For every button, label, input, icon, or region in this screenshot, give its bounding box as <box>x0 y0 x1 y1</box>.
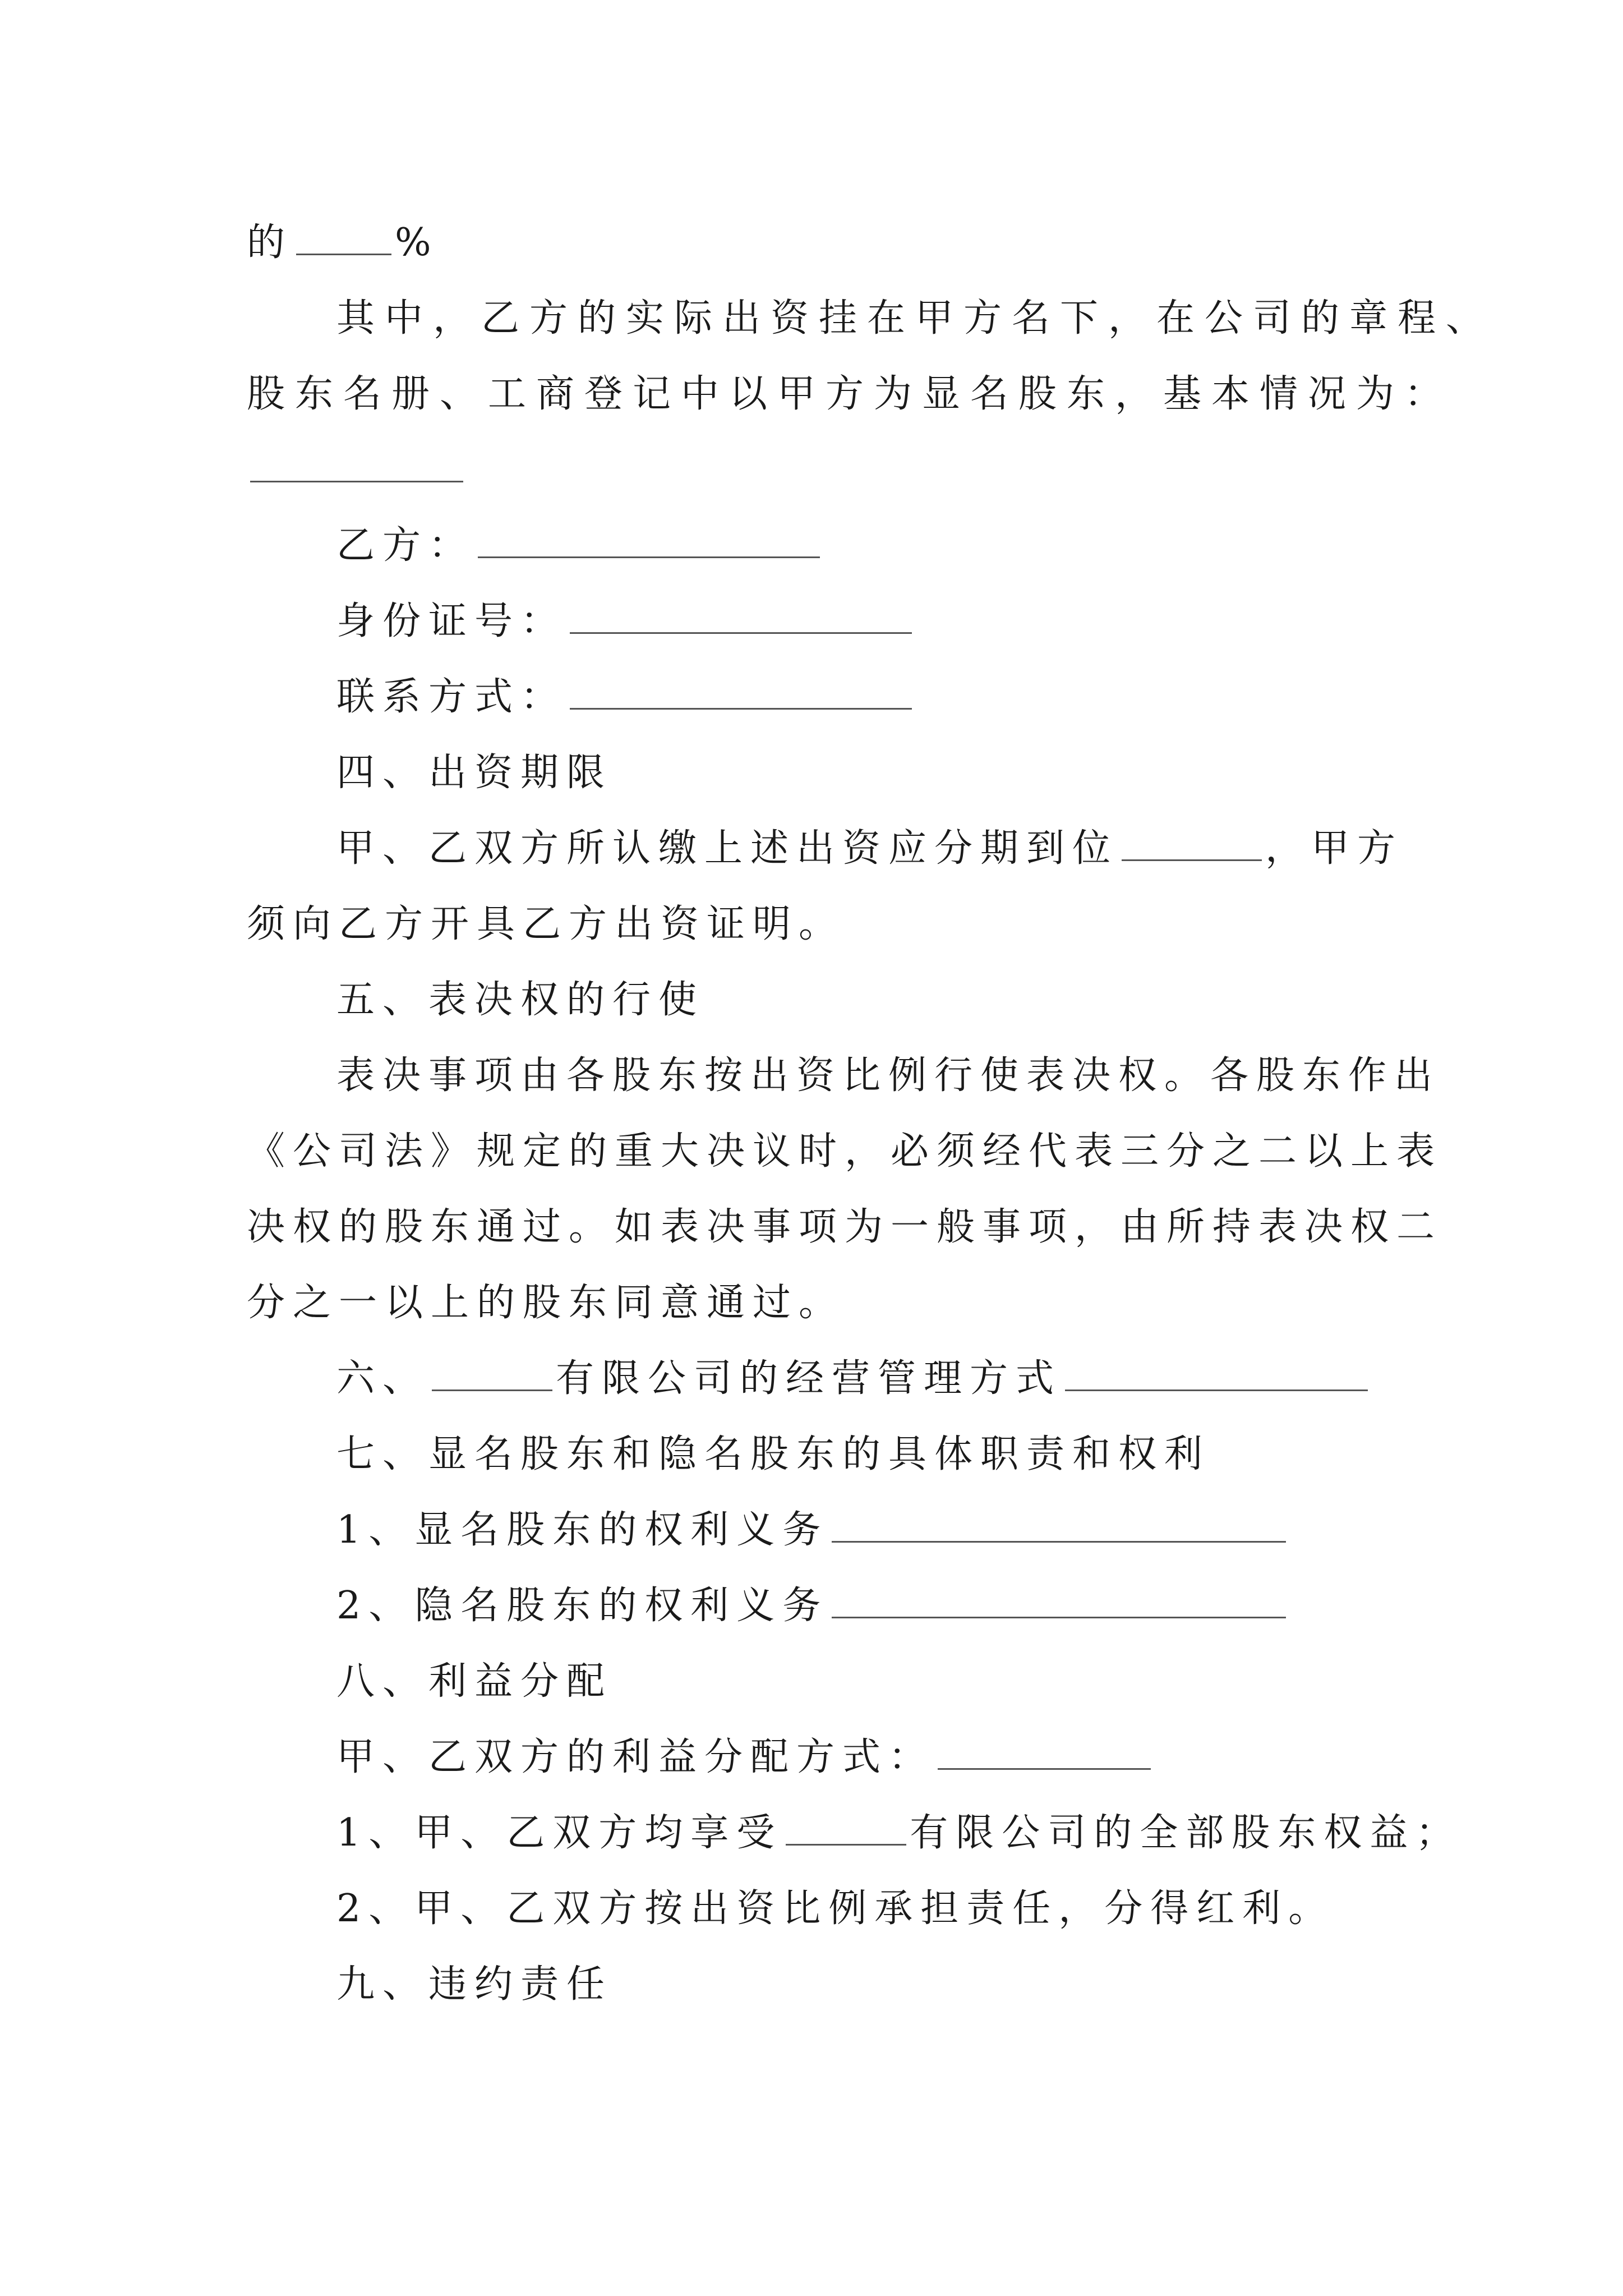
party-b-field[interactable] <box>478 526 820 558</box>
contact-label: 联系方式： <box>336 675 567 719</box>
line-text: 的 <box>247 220 293 265</box>
section-heading: 九、违约责任 <box>336 1962 613 2007</box>
list-item: 2、甲、乙双方按出资比例承担责任，分得红利。 <box>336 1887 1335 1931</box>
contact-line <box>336 670 915 724</box>
id-number-field[interactable] <box>570 602 912 634</box>
company-name-field[interactable] <box>786 1814 906 1846</box>
line-text: 有限公司的全部股东权益； <box>910 1811 1462 1855</box>
blank-field[interactable] <box>832 1511 1286 1543</box>
section-heading <box>336 1352 1371 1406</box>
party-b-line <box>336 519 823 573</box>
id-number-line <box>336 595 915 648</box>
line-text: ，甲方 <box>1265 826 1404 871</box>
list-item <box>336 1579 1289 1633</box>
paragraph-line: 股东名册、工商登记中以甲方为显名股东，基本情况为： <box>247 372 1453 416</box>
blank-field[interactable] <box>1122 829 1262 861</box>
line-text: 有限公司的经营管理方式 <box>556 1356 1062 1401</box>
blank-field[interactable] <box>832 1586 1286 1618</box>
paragraph-line <box>336 1731 1154 1784</box>
party-b-label: 乙方： <box>336 523 475 568</box>
blank-field[interactable] <box>296 223 391 255</box>
id-number-label: 身份证号： <box>336 599 567 643</box>
line-text: 甲、乙双方所认缴上述出资应分期到位 <box>336 826 1119 871</box>
line-text: 甲、乙双方的利益分配方式： <box>336 1735 935 1779</box>
section-heading: 四、出资期限 <box>336 751 613 795</box>
section-heading: 七、显名股东和隐名股东的具体职责和权利 <box>336 1432 1211 1476</box>
percent-line <box>247 216 439 270</box>
line-text: 六、 <box>336 1356 429 1401</box>
section-heading: 五、表决权的行使 <box>336 978 705 1022</box>
line-text: 2、隐名股东的权利义务 <box>336 1584 829 1628</box>
section-heading: 八、利益分配 <box>336 1659 613 1704</box>
blank-field[interactable] <box>938 1738 1151 1770</box>
blank-field[interactable] <box>250 450 463 482</box>
list-item <box>336 1806 1461 1860</box>
line-text: 1、甲、乙双方均享受 <box>336 1811 783 1855</box>
paragraph-line: 《公司法》规定的重大决议时，必须经代表三分之二以上表 <box>247 1129 1443 1174</box>
paragraph-line: 表决事项由各股东按出资比例行使表决权。各股东作出 <box>336 1053 1441 1098</box>
line-text: % <box>395 220 439 265</box>
basic-info-line <box>247 443 467 497</box>
paragraph-line: 须向乙方开具乙方出资证明。 <box>247 902 845 946</box>
line-text: 1、显名股东的权利义务 <box>336 1508 829 1552</box>
company-name-field[interactable] <box>432 1359 552 1391</box>
paragraph-line: 决权的股东通过。如表决事项为一般事项，由所持表决权二 <box>247 1205 1443 1249</box>
paragraph-line: 其中，乙方的实际出资挂在甲方名下，在公司的章程、 <box>336 296 1495 341</box>
list-item <box>336 1503 1289 1557</box>
management-method-field[interactable] <box>1065 1359 1368 1391</box>
paragraph-line <box>336 822 1403 876</box>
contact-field[interactable] <box>570 678 912 710</box>
paragraph-line: 分之一以上的股东同意通过。 <box>247 1281 845 1325</box>
